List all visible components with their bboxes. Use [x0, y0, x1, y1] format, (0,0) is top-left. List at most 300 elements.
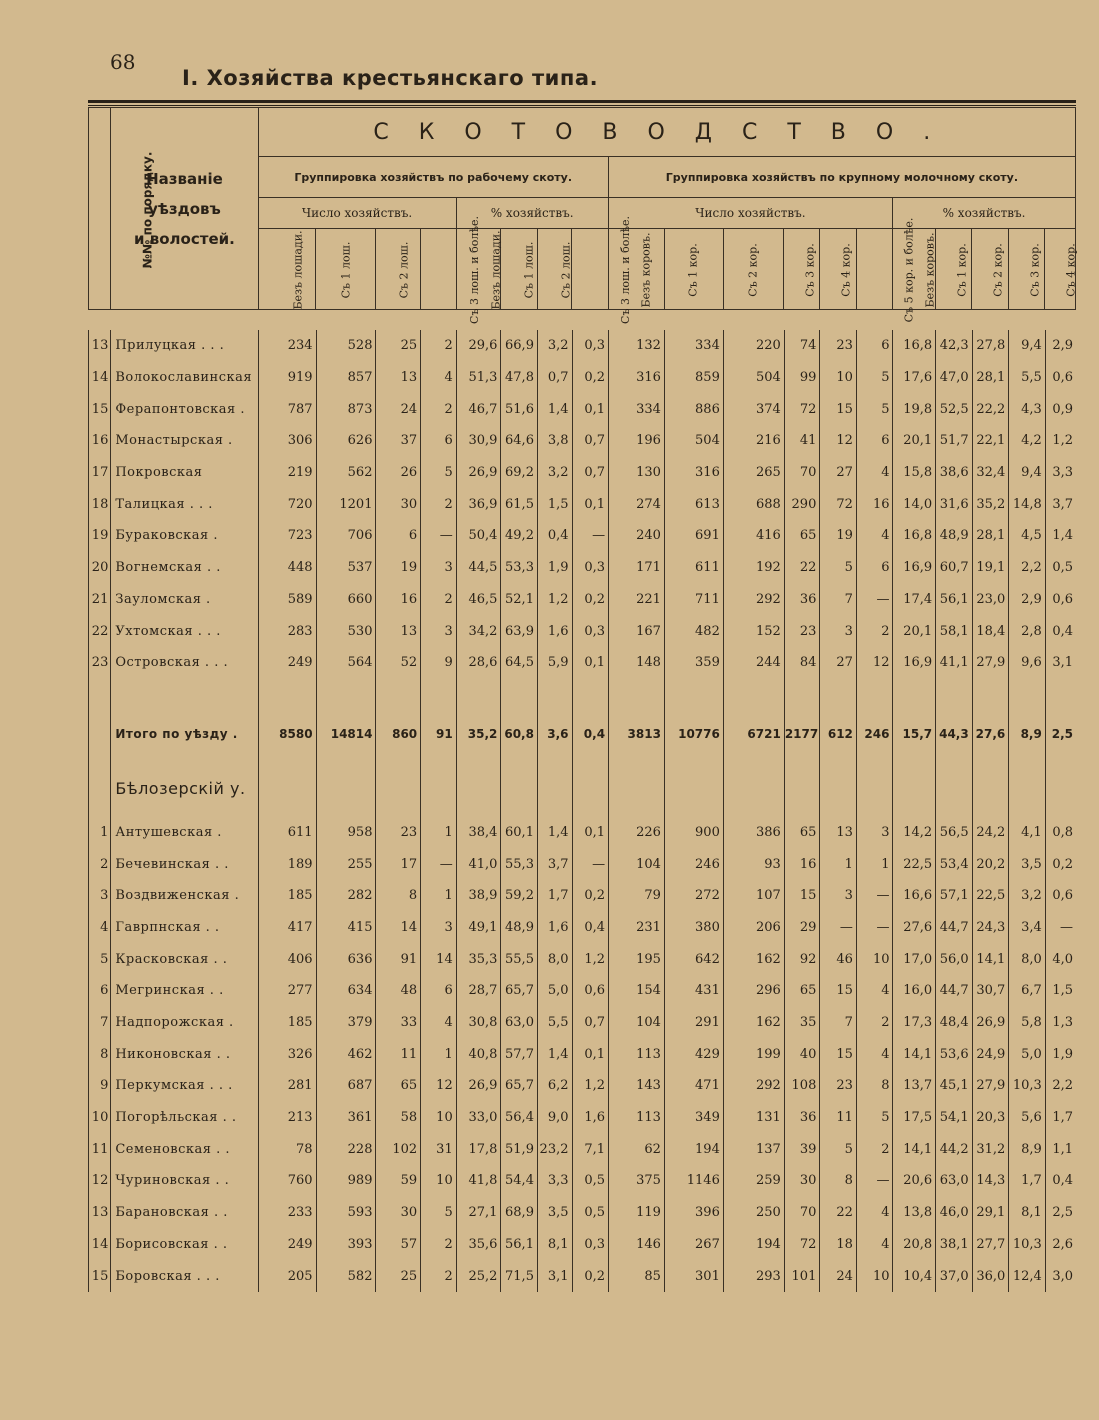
table-cell [1045, 761, 1076, 817]
table-cell [972, 679, 1009, 707]
table-cell: 48 [376, 975, 421, 1007]
table-cell: 8,1 [537, 1229, 572, 1261]
volost-name: Ухтомская . . . [111, 615, 258, 647]
table-cell [784, 679, 820, 707]
table-cell: 10 [421, 1165, 457, 1197]
table-cell: 8,1 [1009, 1197, 1046, 1229]
table-cell: 65 [784, 817, 820, 849]
table-cell: 1,5 [1045, 975, 1076, 1007]
table-cell: 611 [258, 817, 316, 849]
volost-name: Перкумская . . . [111, 1070, 258, 1102]
table-cell [1045, 679, 1076, 707]
table-cell: 185 [258, 880, 316, 912]
table-cell: 79 [609, 880, 665, 912]
table-cell: 38,9 [456, 880, 501, 912]
table-cell: 3 [421, 615, 457, 647]
col-header: Съ 2 лош. [537, 229, 572, 310]
table-cell: 10 [856, 943, 893, 975]
table-cell: 15 [820, 975, 857, 1007]
table-cell: 10,4 [893, 1260, 936, 1292]
table-cell: 593 [316, 1197, 376, 1229]
table-cell: 293 [723, 1260, 784, 1292]
table-cell: 2,9 [1009, 584, 1046, 616]
table-cell: 148 [609, 647, 665, 679]
table-cell: 20,1 [893, 425, 936, 457]
table-cell: 10 [856, 1260, 893, 1292]
table-cell: 14,3 [972, 1165, 1009, 1197]
table-cell: 246 [856, 707, 893, 761]
table-cell: 249 [258, 1229, 316, 1261]
table-cell: 1,3 [1045, 1007, 1076, 1039]
table-cell: 2,5 [1045, 1197, 1076, 1229]
table-cell: 36,0 [972, 1260, 1009, 1292]
table-cell [723, 761, 784, 817]
table-cell: 31,2 [972, 1133, 1009, 1165]
table-cell: 19,8 [893, 393, 936, 425]
volost-name [111, 679, 258, 707]
table-cell [856, 679, 893, 707]
table-cell: 255 [316, 848, 376, 880]
table-cell: 107 [723, 880, 784, 912]
table-row [89, 848, 1077, 880]
table-cell: 380 [664, 912, 723, 944]
table-cell [421, 761, 457, 817]
table-cell: 0,4 [572, 707, 609, 761]
group-cow-header: Группировка хозяйствъ по крупному молочному скоту. [608, 157, 1075, 198]
table-cell: 2 [421, 584, 457, 616]
row-number: 2 [89, 848, 111, 880]
table-cell: 220 [723, 330, 784, 362]
table-cell: 16,8 [893, 520, 936, 552]
table-cell: 32,4 [972, 457, 1009, 489]
table-cell: 292 [723, 584, 784, 616]
table-cell: 386 [723, 817, 784, 849]
table-cell: 5,8 [1009, 1007, 1046, 1039]
table-cell: 3,6 [537, 707, 572, 761]
table-cell: — [1045, 912, 1076, 944]
volost-name: Борисовская . . [111, 1229, 258, 1261]
table-cell: 213 [258, 1102, 316, 1134]
table-cell: — [421, 848, 457, 880]
table-cell: 57 [376, 1229, 421, 1261]
table-cell [936, 761, 973, 817]
table-cell: 359 [664, 647, 723, 679]
table-cell: 6 [856, 330, 893, 362]
table-cell: 16 [856, 488, 893, 520]
table-row [89, 330, 1077, 362]
table-cell: 22,5 [972, 880, 1009, 912]
volost-name: Антушевская . [111, 817, 258, 849]
table-cell: 19 [376, 552, 421, 584]
table-cell: 244 [723, 647, 784, 679]
table-row [89, 425, 1077, 457]
table-cell: 192 [723, 552, 784, 584]
table-cell: 958 [316, 817, 376, 849]
table-row [89, 488, 1077, 520]
table-cell: 3 [421, 552, 457, 584]
table-cell: 462 [316, 1038, 376, 1070]
volost-name: Боровская . . . [111, 1260, 258, 1292]
table-cell: 99 [784, 362, 820, 394]
table-cell: — [572, 848, 609, 880]
table-cell: 14,2 [893, 817, 936, 849]
table-cell [936, 679, 973, 707]
table-cell: 259 [723, 1165, 784, 1197]
table-cell: 860 [376, 707, 421, 761]
table-cell: 56,1 [936, 584, 973, 616]
table-cell: 30 [376, 488, 421, 520]
col-header: Безъ коровъ. [608, 229, 664, 310]
table-cell: 42,3 [936, 330, 973, 362]
table-cell: 3,8 [537, 425, 572, 457]
table-cell: 25 [376, 330, 421, 362]
table-cell: 104 [609, 848, 665, 880]
table-cell: 64,5 [501, 647, 538, 679]
table-row [89, 880, 1077, 912]
table-cell: 72 [820, 488, 857, 520]
table-cell: 22,1 [972, 425, 1009, 457]
table-cell: 59,2 [501, 880, 538, 912]
table-cell: 4 [421, 362, 457, 394]
table-cell: 2,6 [1045, 1229, 1076, 1261]
table-cell: 56,5 [936, 817, 973, 849]
table-cell: 2 [856, 615, 893, 647]
table-cell: 2 [856, 1007, 893, 1039]
table-cell: 11 [820, 1102, 857, 1134]
table-cell: 51,3 [456, 362, 501, 394]
table-cell: 10 [421, 1102, 457, 1134]
table-cell: 396 [664, 1197, 723, 1229]
col-header: Съ 1 лош. [316, 229, 376, 310]
table-cell: 3,2 [1009, 880, 1046, 912]
table-cell: 0,7 [572, 457, 609, 489]
table-cell: 84 [784, 647, 820, 679]
table-cell: 482 [664, 615, 723, 647]
table-cell: 152 [723, 615, 784, 647]
volost-name: Островская . . . [111, 647, 258, 679]
table-cell: 296 [723, 975, 784, 1007]
table-cell: 194 [723, 1229, 784, 1261]
table-cell: 26,9 [456, 457, 501, 489]
table-cell: 14 [376, 912, 421, 944]
table-cell: 306 [258, 425, 316, 457]
table-cell: 1,7 [537, 880, 572, 912]
table-cell: 130 [609, 457, 665, 489]
col-header: Съ 2 кор. [972, 229, 1009, 310]
table-cell: 706 [316, 520, 376, 552]
table-cell [316, 679, 376, 707]
table-cell: 6 [421, 975, 457, 1007]
volost-name: Зауломская . [111, 584, 258, 616]
table-cell: 46,0 [936, 1197, 973, 1229]
table-cell: 61,5 [501, 488, 538, 520]
table-cell: 28,1 [972, 520, 1009, 552]
table-cell: 1,9 [1045, 1038, 1076, 1070]
table-cell: 64,6 [501, 425, 538, 457]
table-cell: 8 [856, 1070, 893, 1102]
table-cell [820, 679, 857, 707]
table-cell: 56,0 [936, 943, 973, 975]
table-cell: 3,7 [1045, 488, 1076, 520]
table-cell: 12,4 [1009, 1260, 1046, 1292]
table-cell: 0,2 [1045, 848, 1076, 880]
row-number: 1 [89, 817, 111, 849]
name-column-header: Названіе уѣздовъ и волостей. [111, 108, 258, 310]
table-cell: 0,1 [572, 488, 609, 520]
table-cell: 611 [664, 552, 723, 584]
table-cell: 27,7 [972, 1229, 1009, 1261]
table-cell: 2 [421, 1260, 457, 1292]
table-cell: 13 [820, 817, 857, 849]
table-cell: 6 [856, 552, 893, 584]
table-cell: 1,7 [1045, 1102, 1076, 1134]
table-cell: 5,5 [1009, 362, 1046, 394]
table-cell: 760 [258, 1165, 316, 1197]
table-cell: 53,6 [936, 1038, 973, 1070]
table-cell: 283 [258, 615, 316, 647]
table-cell: 919 [258, 362, 316, 394]
table-cell: 249 [258, 647, 316, 679]
table-cell: 13,8 [893, 1197, 936, 1229]
table-cell: 687 [316, 1070, 376, 1102]
table-row [89, 912, 1077, 944]
table-cell: 36 [784, 584, 820, 616]
table-cell: 27,9 [972, 647, 1009, 679]
table-cell: 9,4 [1009, 457, 1046, 489]
table-cell: 1 [820, 848, 857, 880]
table-cell: 41,1 [936, 647, 973, 679]
table-cell: 393 [316, 1229, 376, 1261]
volost-name: Красковская . . [111, 943, 258, 975]
row-number: 11 [89, 1133, 111, 1165]
table-cell: 46,5 [456, 584, 501, 616]
table-row [89, 584, 1077, 616]
row-number: 19 [89, 520, 111, 552]
table-cell: 1201 [316, 488, 376, 520]
table-cell: 65 [784, 975, 820, 1007]
table-cell: 162 [723, 943, 784, 975]
table-cell: 431 [664, 975, 723, 1007]
table-cell: 3,1 [1045, 647, 1076, 679]
table-cell: 20,8 [893, 1229, 936, 1261]
table-cell: 8580 [258, 707, 316, 761]
table-cell: 240 [609, 520, 665, 552]
table-cell: 16 [376, 584, 421, 616]
table-cell [893, 679, 936, 707]
row-number: 18 [89, 488, 111, 520]
row-number: 3 [89, 880, 111, 912]
table-cell: 10776 [664, 707, 723, 761]
table-cell: 8,9 [1009, 1133, 1046, 1165]
table-cell: 5,0 [537, 975, 572, 1007]
table-cell: 16 [784, 848, 820, 880]
table-cell: 22,5 [893, 848, 936, 880]
table-row [89, 393, 1077, 425]
table-cell: 8 [820, 1165, 857, 1197]
group-horse-header: Группировка хозяйствъ по рабочему скоту. [258, 157, 608, 198]
table-cell: 5,0 [1009, 1038, 1046, 1070]
header-rule-thin [88, 105, 1076, 106]
table-cell: 195 [609, 943, 665, 975]
table-cell: 27 [820, 457, 857, 489]
table-cell: 35,2 [972, 488, 1009, 520]
table-cell: 47,8 [501, 362, 538, 394]
table-cell: 720 [258, 488, 316, 520]
table-cell: 74 [784, 330, 820, 362]
table-cell: 14,0 [893, 488, 936, 520]
table-cell: 27,6 [972, 707, 1009, 761]
volost-name: Вогнемская . . [111, 552, 258, 584]
table-cell: 44,5 [456, 552, 501, 584]
header-rule [88, 100, 1076, 103]
table-cell: 29,1 [972, 1197, 1009, 1229]
col-header: Съ 5 кор. и болѣе. [856, 229, 893, 310]
table-cell: 20,3 [972, 1102, 1009, 1134]
table-cell: 63,0 [936, 1165, 973, 1197]
table-cell: 250 [723, 1197, 784, 1229]
table-cell: 900 [664, 817, 723, 849]
table-cell: 17 [376, 848, 421, 880]
table-cell: 0,3 [572, 552, 609, 584]
table-cell: 642 [664, 943, 723, 975]
table-cell: 17,3 [893, 1007, 936, 1039]
table-row [89, 1260, 1077, 1292]
table-cell: 56,1 [501, 1229, 538, 1261]
table-cell [609, 761, 665, 817]
table-cell: 3 [820, 880, 857, 912]
table-cell: 613 [664, 488, 723, 520]
table-row [89, 1102, 1077, 1134]
table-cell [501, 761, 538, 817]
table-cell: 5,6 [1009, 1102, 1046, 1134]
table-cell [723, 679, 784, 707]
table-cell [609, 679, 665, 707]
table-cell: 33 [376, 1007, 421, 1039]
table-cell: 221 [609, 584, 665, 616]
table-cell: 20,2 [972, 848, 1009, 880]
col-header: Съ 2 лош. [376, 229, 421, 310]
table-cell: 19,1 [972, 552, 1009, 584]
table-cell: 17,5 [893, 1102, 936, 1134]
col-header: Съ 1 кор. [664, 229, 723, 310]
table-cell: 59 [376, 1165, 421, 1197]
table-cell: 65 [376, 1070, 421, 1102]
table-cell: 2177 [784, 707, 820, 761]
table-cell: 4 [856, 1197, 893, 1229]
table-cell: 504 [723, 362, 784, 394]
table-cell: 0,2 [572, 362, 609, 394]
table-cell: 26 [376, 457, 421, 489]
row-number: 20 [89, 552, 111, 584]
table-cell: 91 [376, 943, 421, 975]
table-cell: 10,3 [1009, 1229, 1046, 1261]
table-cell: 52 [376, 647, 421, 679]
table-row [89, 761, 1077, 817]
table-row [89, 1133, 1077, 1165]
table-cell: 9 [421, 647, 457, 679]
table-cell: 3,0 [1045, 1260, 1076, 1292]
volost-name: Мегринская . . [111, 975, 258, 1007]
table-cell: 205 [258, 1260, 316, 1292]
table-cell: 23 [784, 615, 820, 647]
table-cell: 33,0 [456, 1102, 501, 1134]
table-cell: 265 [723, 457, 784, 489]
table-cell: 7 [820, 1007, 857, 1039]
row-number: 14 [89, 1229, 111, 1261]
row-number: 12 [89, 1165, 111, 1197]
row-number: 22 [89, 615, 111, 647]
table-cell: 25,2 [456, 1260, 501, 1292]
table-cell: 8,9 [1009, 707, 1046, 761]
table-cell: 56,4 [501, 1102, 538, 1134]
volost-name: Семеновская . . [111, 1133, 258, 1165]
table-cell [316, 761, 376, 817]
table-cell: 30,7 [972, 975, 1009, 1007]
col-header: Съ 2 кор. [723, 229, 784, 310]
table-cell [456, 761, 501, 817]
table-cell: 246 [664, 848, 723, 880]
table-cell: 52,1 [501, 584, 538, 616]
table-cell: 53,3 [501, 552, 538, 584]
table-cell: 2,9 [1045, 330, 1076, 362]
cow-pct-header: % хозяйствъ. [893, 198, 1076, 229]
table-cell: 416 [723, 520, 784, 552]
table-cell: 1,7 [1009, 1165, 1046, 1197]
table-cell: 349 [664, 1102, 723, 1134]
table-cell: 292 [723, 1070, 784, 1102]
table-cell: 0,1 [572, 817, 609, 849]
table-cell: 228 [316, 1133, 376, 1165]
table-cell: 5 [856, 393, 893, 425]
table-cell: 23 [820, 1070, 857, 1102]
table-cell: 13 [376, 615, 421, 647]
table-cell: 379 [316, 1007, 376, 1039]
table-cell: 185 [258, 1007, 316, 1039]
table-cell: 5 [820, 552, 857, 584]
table-cell: 0,7 [537, 362, 572, 394]
table-cell: 16,9 [893, 552, 936, 584]
table-cell: 1,6 [537, 615, 572, 647]
table-cell [784, 761, 820, 817]
table-cell: 15,7 [893, 707, 936, 761]
col-header: Съ 3 кор. [784, 229, 820, 310]
table-cell: 40,8 [456, 1038, 501, 1070]
row-number: 9 [89, 1070, 111, 1102]
table-cell: 24,3 [972, 912, 1009, 944]
table-cell: 38,4 [456, 817, 501, 849]
table-cell: 4,5 [1009, 520, 1046, 552]
table-cell: 9,0 [537, 1102, 572, 1134]
table-cell: 448 [258, 552, 316, 584]
table-cell: 233 [258, 1197, 316, 1229]
table-cell: 31,6 [936, 488, 973, 520]
table-cell: 3,3 [1045, 457, 1076, 489]
table-cell: 63,9 [501, 615, 538, 647]
table-cell: 27,9 [972, 1070, 1009, 1102]
table-cell: 24,2 [972, 817, 1009, 849]
table-cell: 48,9 [936, 520, 973, 552]
table-cell: 2,8 [1009, 615, 1046, 647]
table-cell: 22 [820, 1197, 857, 1229]
table-cell: 0,1 [572, 1038, 609, 1070]
table-cell: 28,1 [972, 362, 1009, 394]
row-number: 7 [89, 1007, 111, 1039]
table-cell: 4 [421, 1007, 457, 1039]
table-cell: 68,9 [501, 1197, 538, 1229]
table-cell [258, 679, 316, 707]
table-cell: 334 [609, 393, 665, 425]
table-cell: 6,2 [537, 1070, 572, 1102]
